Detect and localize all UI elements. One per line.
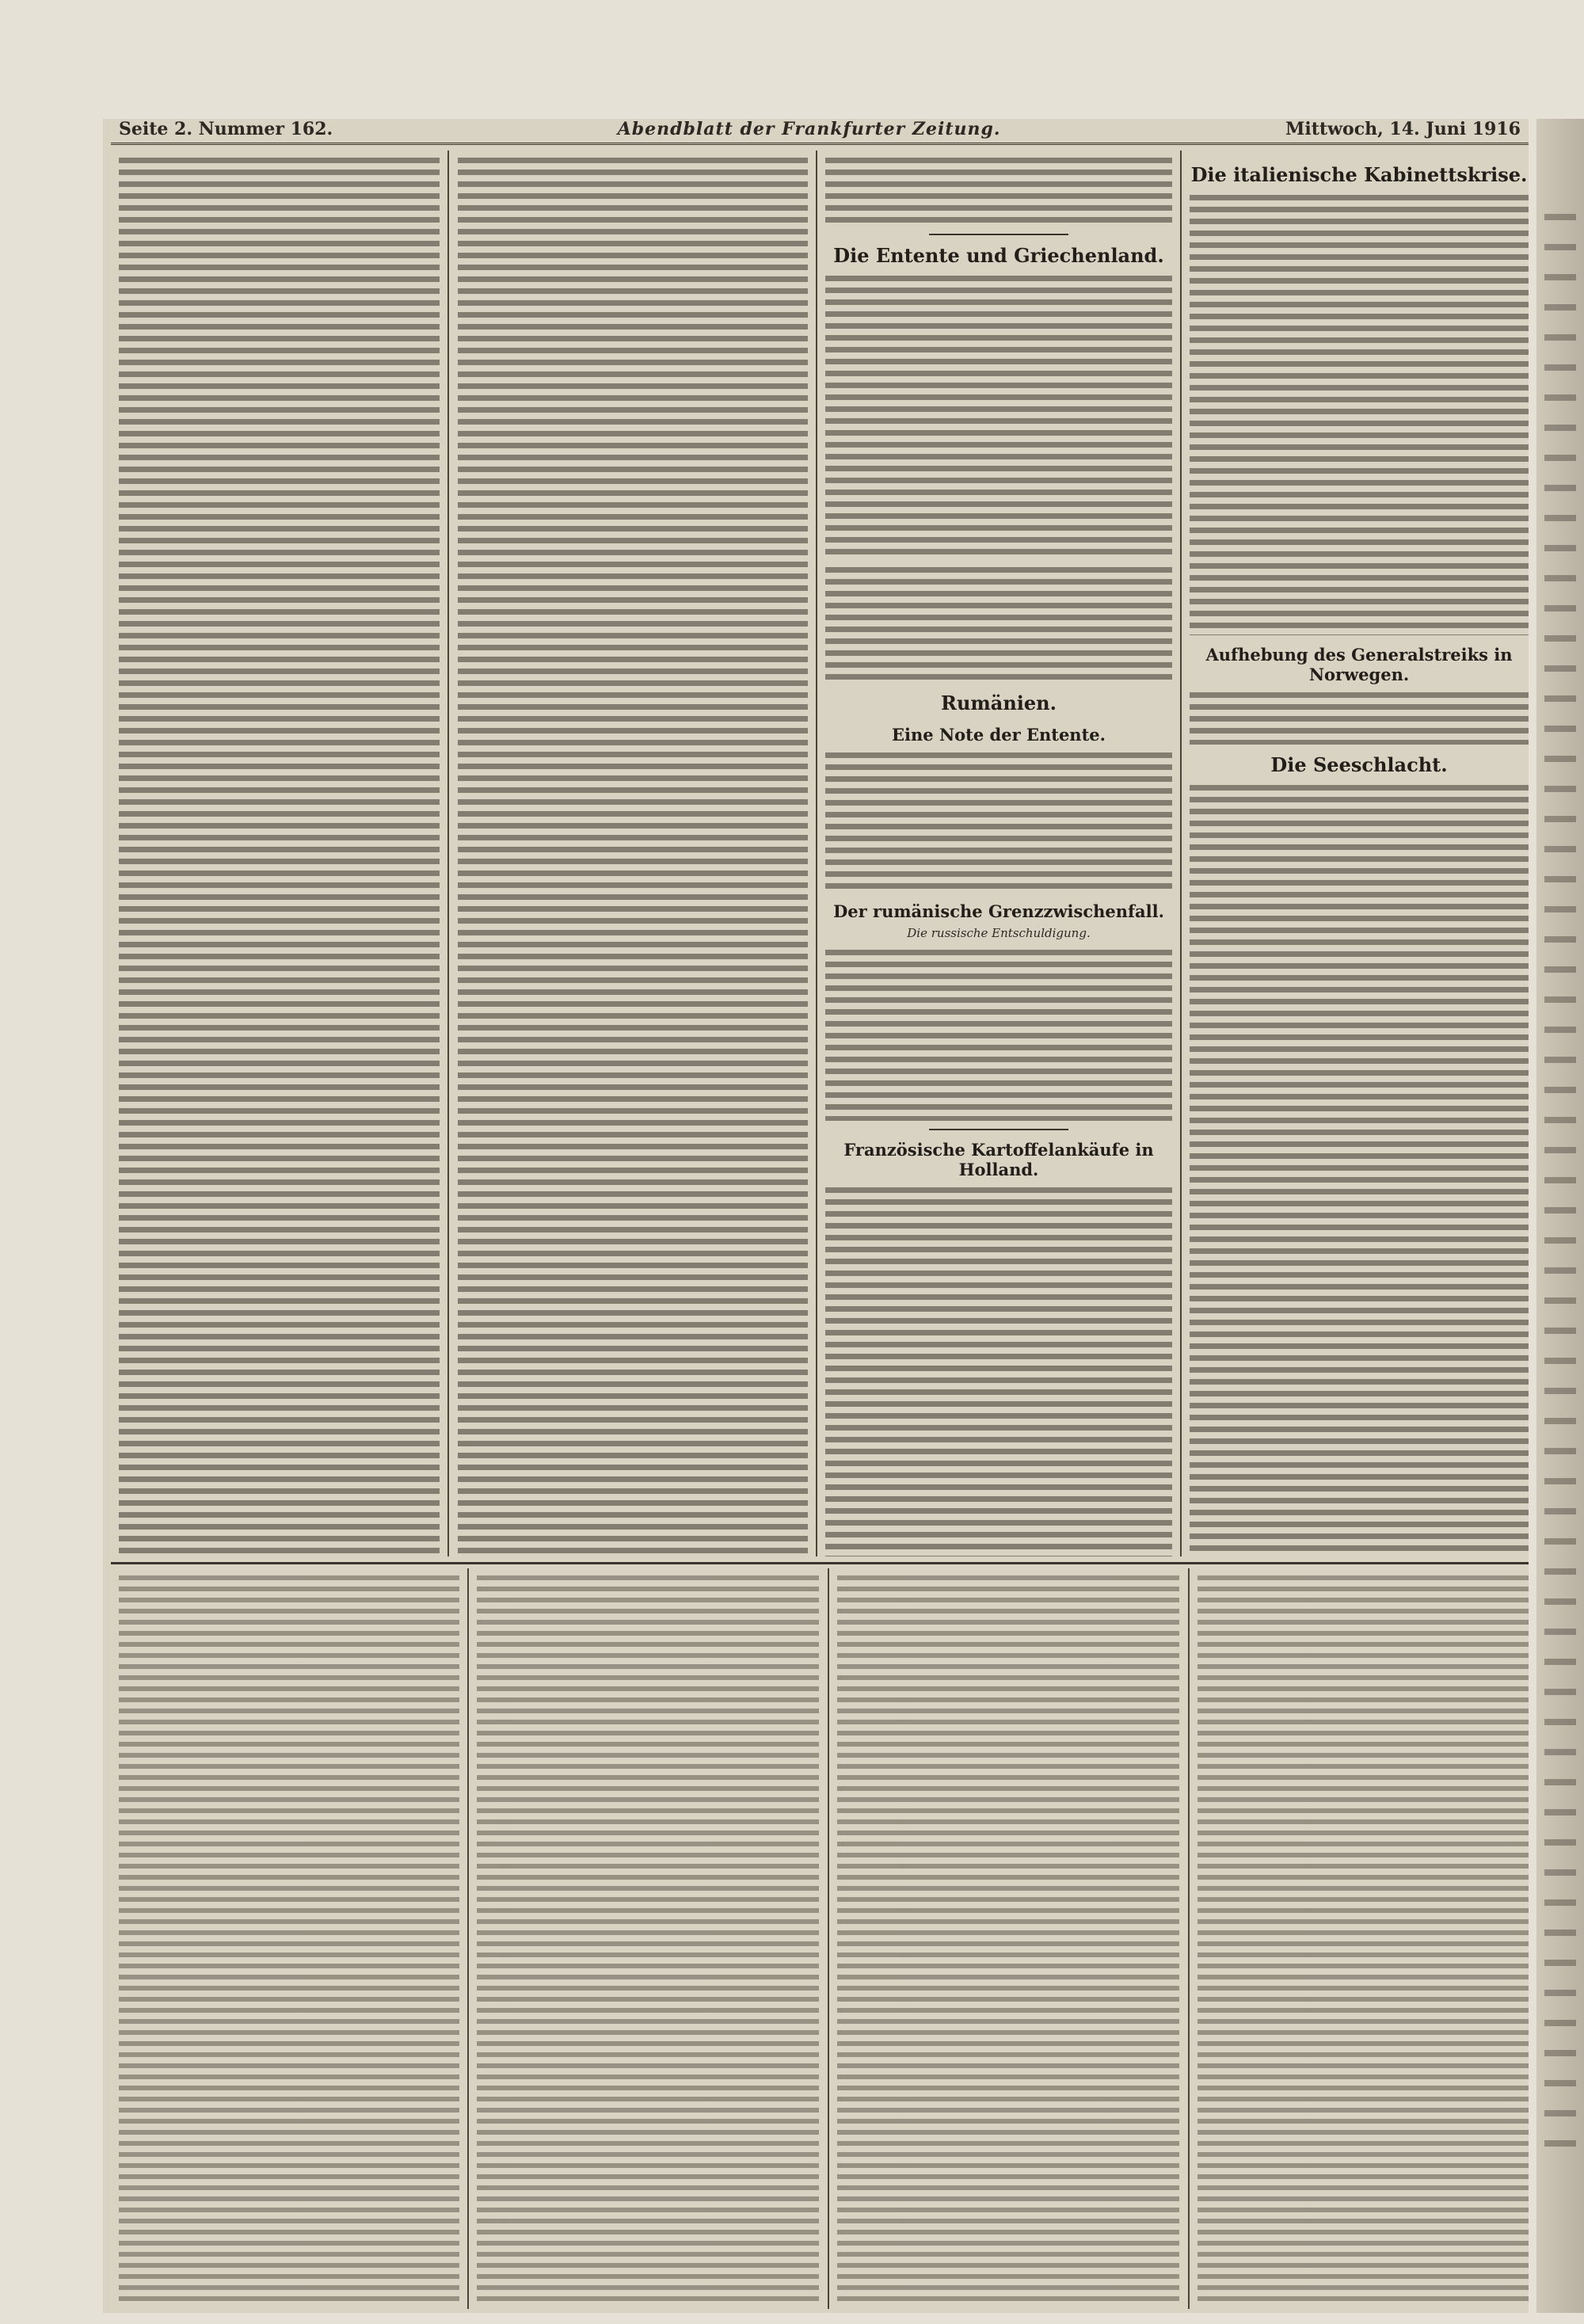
- separator: [929, 234, 1068, 235]
- article-body: [1190, 689, 1529, 745]
- article-column-1: [119, 154, 440, 1556]
- article-body: [825, 947, 1172, 1121]
- feuilleton-column-1: [119, 1572, 459, 2305]
- section-heading: Die italienische Kabinettskrise.: [1190, 163, 1528, 186]
- section-subheading: Die russische Entschuldigung.: [907, 925, 1091, 940]
- article-body: [1190, 192, 1529, 635]
- article-body: [825, 1184, 1172, 1556]
- feuilleton-column-2: [477, 1572, 819, 2305]
- separator: [929, 1129, 1068, 1130]
- feuilleton-column-3: [837, 1572, 1179, 2305]
- section-heading: Rumänien.: [941, 691, 1057, 714]
- article-body: [825, 749, 1172, 892]
- article-body: [825, 154, 1172, 226]
- article-column-3: [825, 154, 1172, 1556]
- newspaper-title: Abendblatt der Frankfurter Zeitung.: [617, 119, 1001, 139]
- page-header: [111, 119, 1529, 145]
- column-rule: [1188, 1568, 1190, 2309]
- section-heading: Die Seeschlacht.: [1270, 753, 1448, 777]
- section-heading: Der rumänische Grenzzwischenfall.: [833, 901, 1164, 921]
- article-column-4: [1190, 154, 1529, 1556]
- column-rule: [467, 1568, 469, 2309]
- section-heading: Die Entente und Griechenland.: [833, 244, 1164, 267]
- column-rule: [816, 150, 817, 1556]
- article-body: [1190, 782, 1529, 1556]
- column-rule: [447, 150, 449, 1556]
- article-body: [825, 564, 1172, 683]
- page-number: Seite 2. Nummer 162.: [119, 119, 333, 139]
- section-subheading: Eine Note der Entente.: [892, 724, 1106, 745]
- feuilleton-column-4: [1198, 1572, 1529, 2305]
- column-rule: [828, 1568, 829, 2309]
- feuilleton-rule: [111, 1562, 1529, 1564]
- section-heading: Aufhebung des Generalstreiks in Norwegen.: [1205, 644, 1513, 684]
- article-column-2: [458, 154, 808, 1556]
- article-body: [825, 272, 1172, 558]
- binding-edge-text: [1544, 190, 1576, 2170]
- section-heading: Französische Kartoffelankäufe in Holland.: [843, 1139, 1154, 1180]
- column-rule: [1180, 150, 1182, 1556]
- issue-date: Mittwoch, 14. Juni 1916: [1285, 119, 1521, 139]
